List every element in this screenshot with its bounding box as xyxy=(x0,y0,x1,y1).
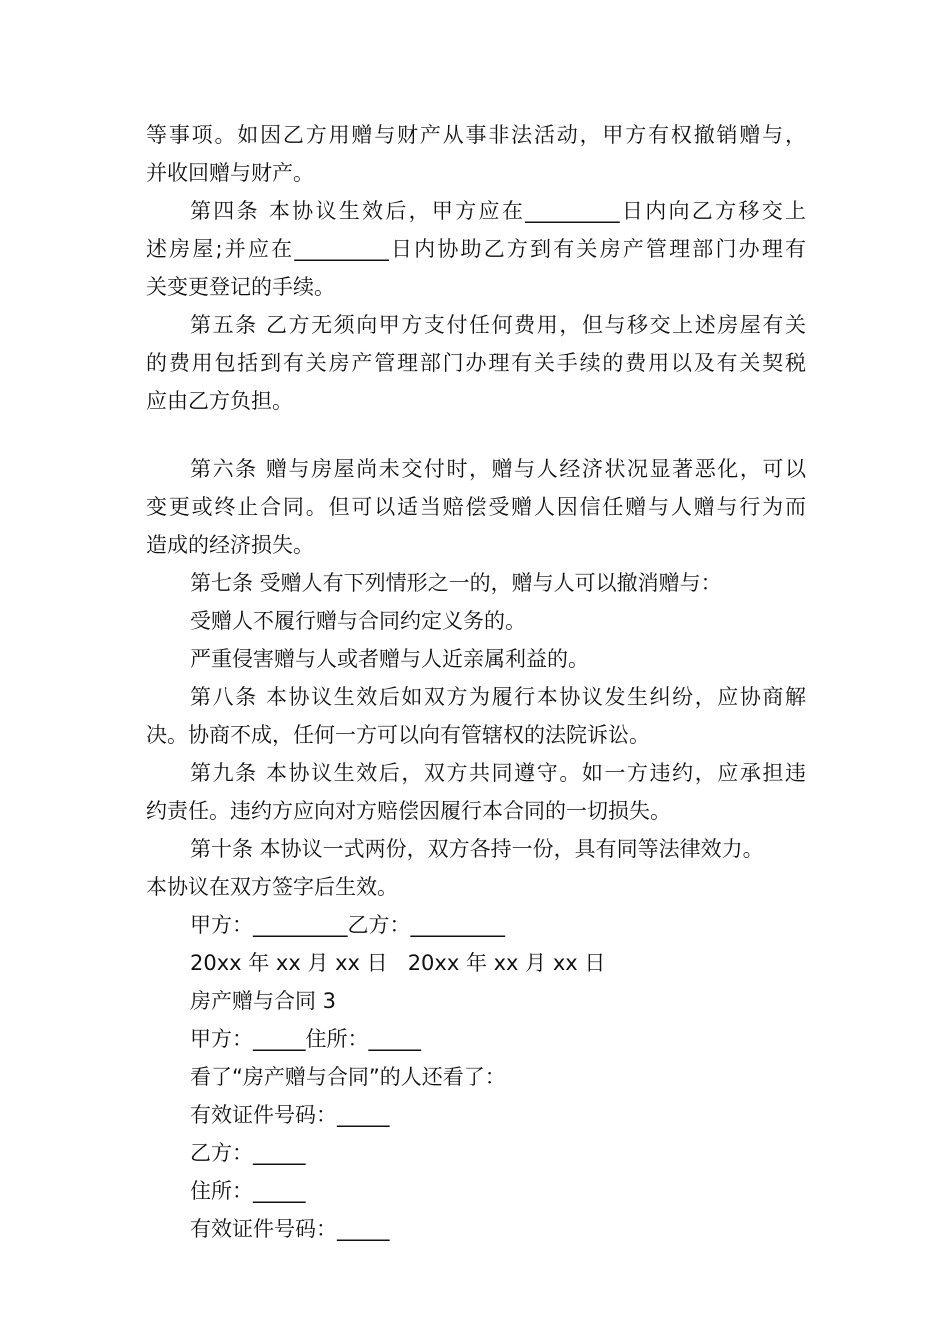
paragraph-line: 受赠人不履行赠与合同约定义务的。 xyxy=(190,609,526,633)
paragraph-line: 并收回赠与财产。 xyxy=(146,161,314,185)
paragraph-line: 的费用包括到有关房产管理部门办理有关手续的费用以及有关契税 xyxy=(146,351,806,375)
paragraph-line: 造成的经济损失。 xyxy=(146,533,314,557)
paragraph-line: 约责任。违约方应向对方赔偿因履行本合同的一切损失。 xyxy=(146,799,671,823)
date-line: 20xx 年 xx 月 xx 日 20xx 年 xx 月 xx 日 xyxy=(190,951,606,975)
signature-line: 甲方：_________乙方：_________ xyxy=(190,913,505,937)
paragraph-line: 述房屋;并应在_________日内协助乙方到有关房产管理部门办理有 xyxy=(146,237,806,261)
paragraph-line: 应由乙方负担。 xyxy=(146,389,293,413)
related-reading-line: 看了“房产赠与合同”的人还看了： xyxy=(190,1065,506,1089)
paragraph-line: 严重侵害赠与人或者赠与人近亲属利益的。 xyxy=(190,647,589,671)
article-6-line: 第六条 赠与房屋尚未交付时，赠与人经济状况显著恶化，可以 xyxy=(190,457,806,481)
party-a-line: 甲方：_____住所：_____ xyxy=(190,1027,421,1051)
article-9-line: 第九条 本协议生效后，双方共同遵守。如一方违约，应承担违 xyxy=(190,761,806,785)
article-5-line: 第五条 乙方无须向甲方支付任何费用，但与移交上述房屋有关 xyxy=(190,313,806,337)
paragraph-line: 等事项。如因乙方用赠与财产从事非法活动，甲方有权撤销赠与， xyxy=(146,123,806,147)
article-10-line: 第十条 本协议一式两份，双方各持一份，具有同等法律效力。 xyxy=(190,837,764,861)
id-number-line: 有效证件号码：_____ xyxy=(190,1217,390,1241)
party-b-line: 乙方：_____ xyxy=(190,1141,306,1165)
article-8-line: 第八条 本协议生效后如双方为履行本协议发生纠纷，应协商解 xyxy=(190,685,806,709)
paragraph-line: 本协议在双方签字后生效。 xyxy=(146,875,398,899)
address-line: 住所：_____ xyxy=(190,1179,306,1203)
paragraph-line: 关变更登记的手续。 xyxy=(146,275,335,299)
id-number-line: 有效证件号码：_____ xyxy=(190,1103,390,1127)
article-7-line: 第七条 受赠人有下列情形之一的，赠与人可以撤消赠与： xyxy=(190,571,722,595)
article-4-line: 第四条 本协议生效后，甲方应在_________日内向乙方移交上 xyxy=(190,199,806,223)
paragraph-line: 决。协商不成，任何一方可以向有管辖权的法院诉讼。 xyxy=(146,723,650,747)
paragraph-line: 变更或终止合同。但可以适当赔偿受赠人因信任赠与人赠与行为而 xyxy=(146,495,806,519)
contract-title: 房产赠与合同 3 xyxy=(190,989,337,1013)
